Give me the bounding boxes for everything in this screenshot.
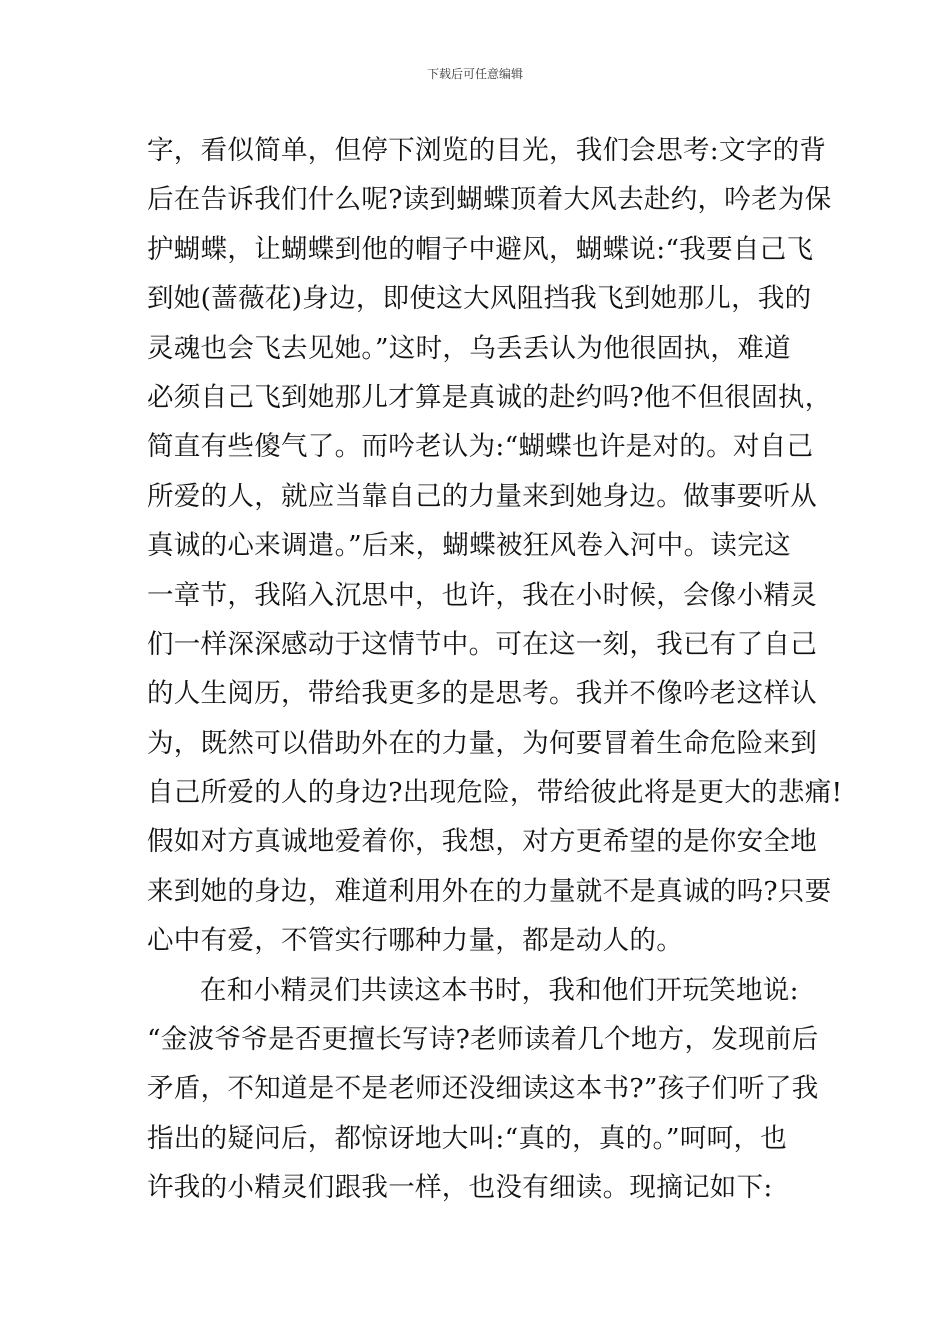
text-line: 护蝴蝶，让蝴蝶到他的帽子中避风，蝴蝶说:“我要自己飞 <box>147 233 814 265</box>
text-line: 后在告诉我们什么呢?读到蝴蝶顶着大风去赴约，吟老为保 <box>147 184 832 216</box>
text-line: 假如对方真诚地爱着你，我想，对方更希望的是你安全地 <box>147 826 817 858</box>
text-line: 来到她的身边，难道利用外在的力量就不是真诚的吗?只要 <box>147 875 832 907</box>
text-line: 真诚的心来调遣。”后来，蝴蝶被狂风卷入河中。读完这 <box>147 530 791 562</box>
page-header-note: 下载后可任意编辑 <box>426 67 523 81</box>
text-line: 们一样深深感动于这情节中。可在这一刻，我已有了自己 <box>147 628 817 660</box>
text-line: 灵魂也会飞去见她。”这时，乌丢丢认为他很固执，难道 <box>147 332 791 364</box>
paragraph-1 <box>147 126 843 966</box>
text-line: 矛盾，不知道是不是老师还没细读这本书?”孩子们听了我 <box>147 1073 819 1105</box>
paragraph-2 <box>147 966 837 1213</box>
text-line: 许我的小精灵们跟我一样，也没有细读。现摘记如下: <box>147 1172 773 1204</box>
text-line: 简直有些傻气了。而吟老认为:“蝴蝶也许是对的。对自己 <box>147 431 814 463</box>
text-line: 心中有爱，不管实行哪种力量，都是动人的。 <box>147 925 683 957</box>
text-line: 字，看似简单，但停下浏览的目光，我们会思考:文字的背 <box>147 135 827 166</box>
text-line: “金波爷爷是否更擅长写诗?老师读着几个地方，发现前后 <box>147 1024 819 1056</box>
text-line: 自己所爱的人的身边?出现危险，带给彼此将是更大的悲痛! <box>147 777 843 809</box>
text-line: 必须自己飞到她那儿才算是真诚的赴约吗?他不但很固执， <box>147 381 832 413</box>
text-line: 一章节，我陷入沉思中，也许，我在小时候，会像小精灵 <box>147 579 817 611</box>
text-line: 所爱的人，就应当靠自己的力量来到她身边。做事要听从 <box>147 480 817 512</box>
text-line: 为，既然可以借助外在的力量，为何要冒着生命危险来到 <box>147 727 817 759</box>
text-line: 到她(蔷薇花)身边，即使这大风阻挡我飞到她那儿，我的 <box>147 283 812 315</box>
text-line: 在和小精灵们共读这本书时，我和他们开玩笑地说: <box>200 974 799 1006</box>
text-line: 的人生阅历，带给我更多的是思考。我并不像吟老这样认 <box>147 678 817 710</box>
text-line: 指出的疑问后，都惊讶地大叫:“真的，真的。”呵呵，也 <box>147 1122 788 1154</box>
document-body <box>147 126 843 1213</box>
